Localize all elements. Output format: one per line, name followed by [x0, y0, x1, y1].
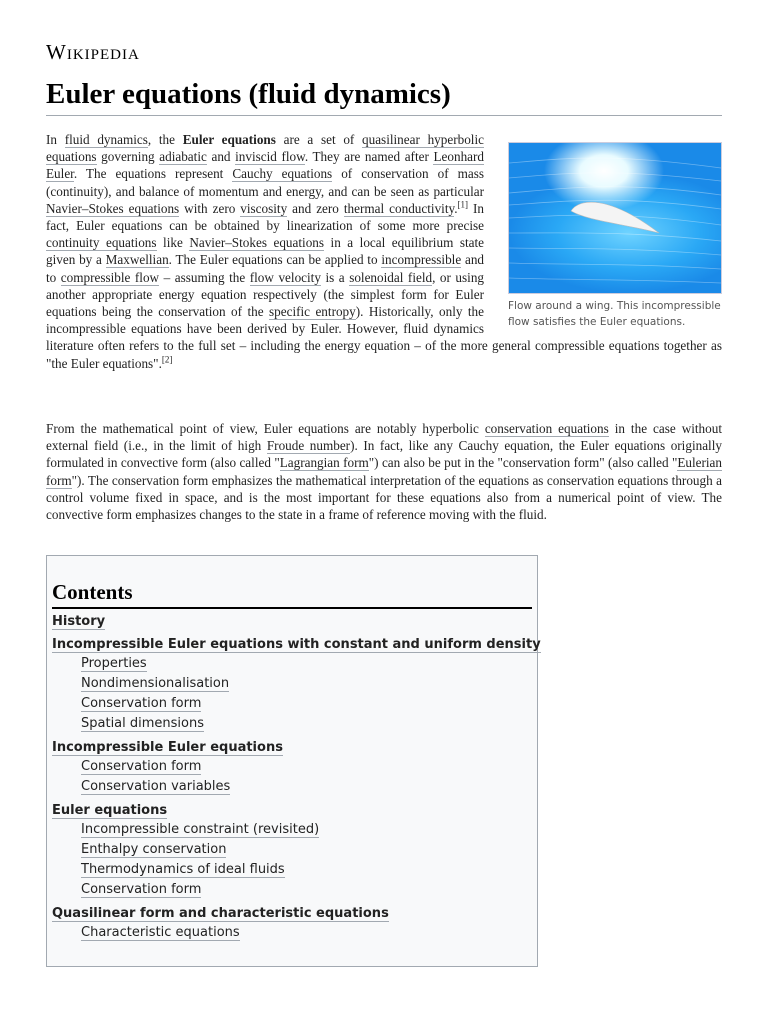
toc-item[interactable] [52, 840, 541, 860]
article-link[interactable]: Eulerian form [46, 455, 722, 488]
article-link[interactable]: conservation equations [484, 421, 609, 436]
toc-item-label: Enthalpy conservation [81, 842, 227, 857]
article-link[interactable]: Cauchy equations [232, 166, 333, 182]
toc-item-label: Thermodynamics of ideal fluids [81, 862, 285, 877]
toc-item[interactable] [52, 880, 541, 900]
article-link[interactable]: thermal conductivity [343, 200, 455, 216]
toc-list [52, 613, 541, 943]
text: ") can also be put in the "conservation form" (also called " [368, 455, 678, 471]
article-link[interactable]: Lagrangian form [279, 455, 369, 471]
toc-item-label: Incompressible constraint (revisited) [81, 822, 320, 837]
toc-item-label: History [52, 614, 106, 629]
text: In fact, Euler equations can be obtained by linearization of some more precise [46, 200, 485, 234]
toc-item-label: Euler equations [52, 803, 168, 818]
citation-link[interactable]: [2] [161, 354, 173, 365]
toc-item[interactable] [52, 613, 541, 631]
toc-item[interactable] [52, 777, 541, 797]
text: , or using another appropriate energy equation respectively (the simplest form for Euler equations being the conservation of the [46, 269, 485, 320]
toc-item[interactable] [52, 905, 541, 923]
text: "). The conservation form emphasizes the mathematical interpretation of the equations as conservation equations through a control volume fixed in space, and is the most important for these equations also from a numerical point of view. The convective form emphasizes changes to the state in a frame of reference moving with the fluid. [46, 472, 722, 523]
article-link[interactable]: Maxwellian [105, 252, 169, 268]
article-link[interactable]: adiabatic [159, 149, 207, 165]
text: is a [320, 269, 350, 285]
toc-item-label: Characteristic equations [81, 925, 240, 940]
wikipedia-logo[interactable]: Wikipedia [46, 40, 140, 64]
toc-item[interactable] [52, 820, 541, 840]
text: . The equations represent [73, 166, 233, 182]
toc-item[interactable] [52, 654, 541, 674]
text: like [156, 235, 190, 251]
text: From the mathematical point of view, Euler equations are notably hyperbolic [46, 421, 485, 436]
article-link[interactable]: fluid dynamics [64, 132, 148, 147]
article-link[interactable]: continuity equations [46, 235, 157, 251]
toc-item[interactable] [52, 714, 541, 734]
text: ). In fact, like any Cauchy equation, the Euler equations originally formulated in convective form (also called " [46, 438, 722, 471]
toc-item-label: Conservation form [81, 696, 202, 711]
toc-item-label: Properties [81, 656, 147, 671]
intro-paragraph [46, 131, 722, 372]
text: and zero [287, 200, 344, 216]
toc-item-label: Conservation form [81, 882, 202, 897]
wing-flow-image[interactable] [508, 142, 722, 294]
toc-item[interactable] [52, 923, 541, 943]
toc-item[interactable] [52, 674, 541, 694]
text: are a set of [275, 132, 363, 147]
toc-item[interactable] [52, 739, 541, 757]
toc-item-label: Incompressible Euler equations with constant and uniform density [52, 637, 541, 652]
toc-item-label: Conservation variables [81, 779, 231, 794]
toc-item[interactable] [52, 860, 541, 880]
text: . The Euler equations can be applied to [168, 252, 382, 268]
text: and [206, 149, 236, 165]
text: in a local equilibrium state given by a [46, 235, 484, 268]
toc-item-label: Incompressible Euler equations [52, 740, 283, 755]
toc-title: Contents [52, 580, 532, 609]
article-link[interactable]: flow velocity [249, 269, 321, 285]
toc-item-label: Spatial dimensions [81, 716, 205, 731]
citation-link[interactable]: [1] [457, 199, 469, 210]
text: ). Historically, only the incompressible equations have been derived by Euler. However, fluid dynamics literature often refers to the full set – including the energy equation – of the more general compressible equations together as "the Euler equations". [46, 304, 722, 371]
toc-item[interactable] [52, 694, 541, 714]
airfoil-shape [571, 202, 659, 233]
toc-item[interactable] [52, 636, 541, 654]
article-link[interactable]: solenoidal field [349, 269, 433, 285]
article-link[interactable]: Navier–Stokes equations [189, 235, 325, 251]
text: in the case without external field (i.e., in the limit of high [46, 421, 722, 454]
text: of conservation of mass (continuity), and balance of momentum and energy, and can be seen as particular [46, 166, 484, 199]
table-of-contents [46, 555, 541, 967]
text: . [454, 200, 458, 216]
toc-item[interactable] [52, 802, 541, 820]
text: – assuming the [159, 269, 250, 285]
figure [508, 142, 722, 330]
text: In [46, 132, 65, 147]
toc-item[interactable] [52, 757, 541, 777]
text: governing [96, 149, 160, 165]
article-link[interactable]: viscosity [240, 200, 288, 216]
article-link[interactable]: Froude number [266, 438, 351, 454]
toc-item-label: Nondimensionalisation [81, 676, 230, 691]
article-link[interactable]: compressible flow [60, 269, 160, 285]
text: with zero [179, 200, 241, 216]
article-link[interactable]: quasilinear hyperbolic equations [46, 132, 484, 165]
text: . They are named after [304, 149, 434, 165]
text: , the [147, 132, 183, 147]
page-title: Euler equations (fluid dynamics) [46, 78, 722, 116]
toc-item-label: Conservation form [81, 759, 202, 774]
article-link[interactable]: inviscid flow [235, 149, 305, 165]
article-link[interactable]: Navier–Stokes equations [46, 200, 180, 216]
text: and to [46, 252, 485, 285]
figure-caption: Flow around a wing. This incompressible flow satisfies the Euler equations. [508, 300, 721, 328]
math-paragraph [46, 420, 722, 523]
article-link[interactable]: specific entropy [269, 304, 356, 320]
article-link[interactable]: Leonhard Euler [46, 149, 484, 182]
toc-item-label: Quasilinear form and characteristic equations [52, 906, 389, 921]
bold-term: Euler equations [182, 132, 276, 147]
article-link[interactable]: incompressible [381, 252, 462, 268]
